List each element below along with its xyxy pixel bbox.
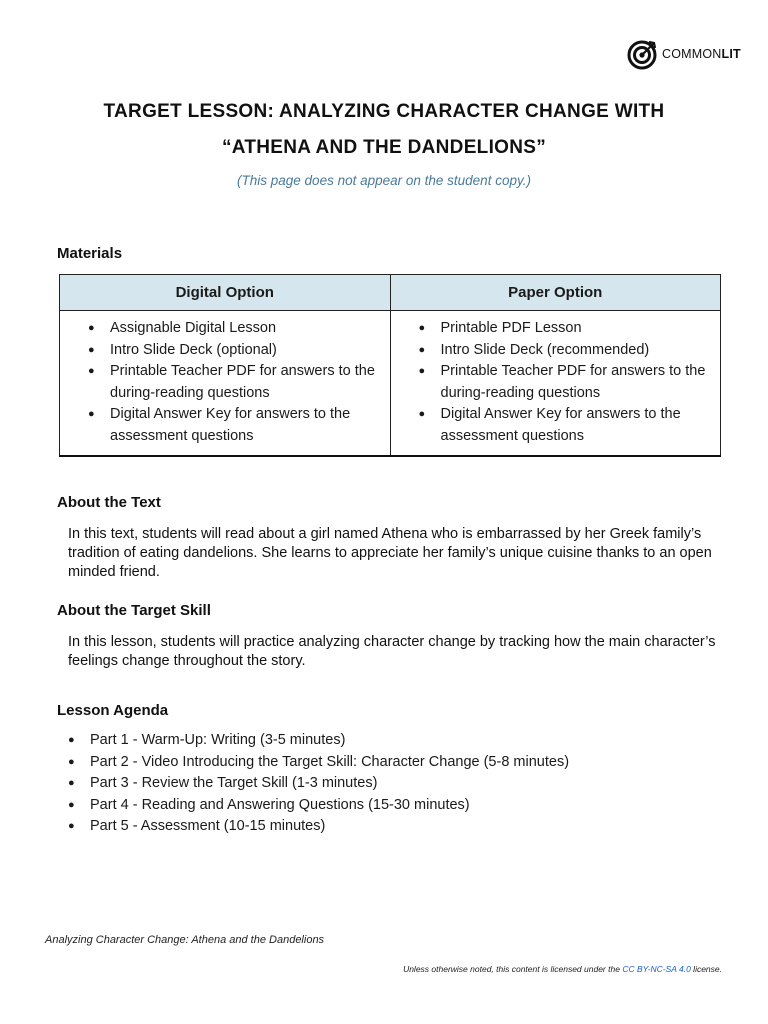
paper-option-cell	[390, 311, 721, 457]
lesson-agenda-heading: Lesson Agenda	[57, 702, 169, 719]
page-title-line-1: TARGET LESSON: ANALYZING CHARACTER CHANGE WITH	[103, 101, 665, 122]
logo-text: COMMONLIT	[662, 47, 741, 61]
list-item: ● Part 5 - Assessment (10-15 minutes)	[68, 816, 569, 838]
commonlit-logo	[627, 38, 741, 70]
page-title-line-2: “ATHENA AND THE DANDELIONS”	[221, 137, 547, 158]
list-item: ● Part 1 - Warm-Up: Writing (3-5 minutes)	[68, 730, 569, 752]
list-item: ● Intro Slide Deck (recommended)	[419, 340, 715, 362]
student-copy-note: (This page does not appear on the student copy.)	[237, 173, 531, 188]
about-text-heading: About the Text	[57, 494, 161, 511]
paper-materials-list	[419, 318, 715, 447]
digital-option-cell	[60, 311, 391, 457]
about-skill-heading: About the Target Skill	[57, 602, 211, 619]
list-item: ● Intro Slide Deck (optional)	[88, 340, 384, 362]
target-arrow-icon	[627, 38, 659, 70]
list-item: ● Printable PDF Lesson	[419, 318, 715, 340]
materials-table	[59, 274, 721, 457]
list-item: ● Printable Teacher PDF for answers to the during-reading questions	[88, 361, 384, 404]
list-item: ● Assignable Digital Lesson	[88, 318, 384, 340]
paper-option-header: Paper Option	[390, 275, 721, 311]
footer-document-title: Analyzing Character Change: Athena and the Dandelions	[45, 934, 325, 946]
lesson-agenda-list	[68, 730, 569, 838]
materials-heading: Materials	[57, 245, 123, 262]
list-item: ● Digital Answer Key for answers to the assessment questions	[419, 404, 715, 447]
about-text-body: In this text, students will read about a girl named Athena who is embarrassed by her Greek family’s tradition of eating dandelions. She learns to appreciate her family’s unique cuisine thanks to an open minded friend.	[68, 526, 712, 580]
digital-materials-list	[88, 318, 384, 447]
list-item: ● Part 4 - Reading and Answering Questions (15-30 minutes)	[68, 795, 569, 817]
list-item: ● Printable Teacher PDF for answers to the during-reading questions	[419, 361, 715, 404]
list-item: ● Part 3 - Review the Target Skill (1-3 minutes)	[68, 773, 569, 795]
footer-license: Unless otherwise noted, this content is licensed under the CC BY-NC-SA 4.0 license.	[403, 964, 722, 974]
list-item: ● Part 2 - Video Introducing the Target Skill: Character Change (5-8 minutes)	[68, 752, 569, 774]
about-skill-body: In this lesson, students will practice analyzing character change by tracking how the main character’s feelings change throughout the story.	[68, 634, 716, 669]
digital-option-header: Digital Option	[60, 275, 391, 311]
list-item: ● Digital Answer Key for answers to the assessment questions	[88, 404, 384, 447]
license-link[interactable]: CC BY-NC-SA 4.0	[622, 964, 691, 974]
